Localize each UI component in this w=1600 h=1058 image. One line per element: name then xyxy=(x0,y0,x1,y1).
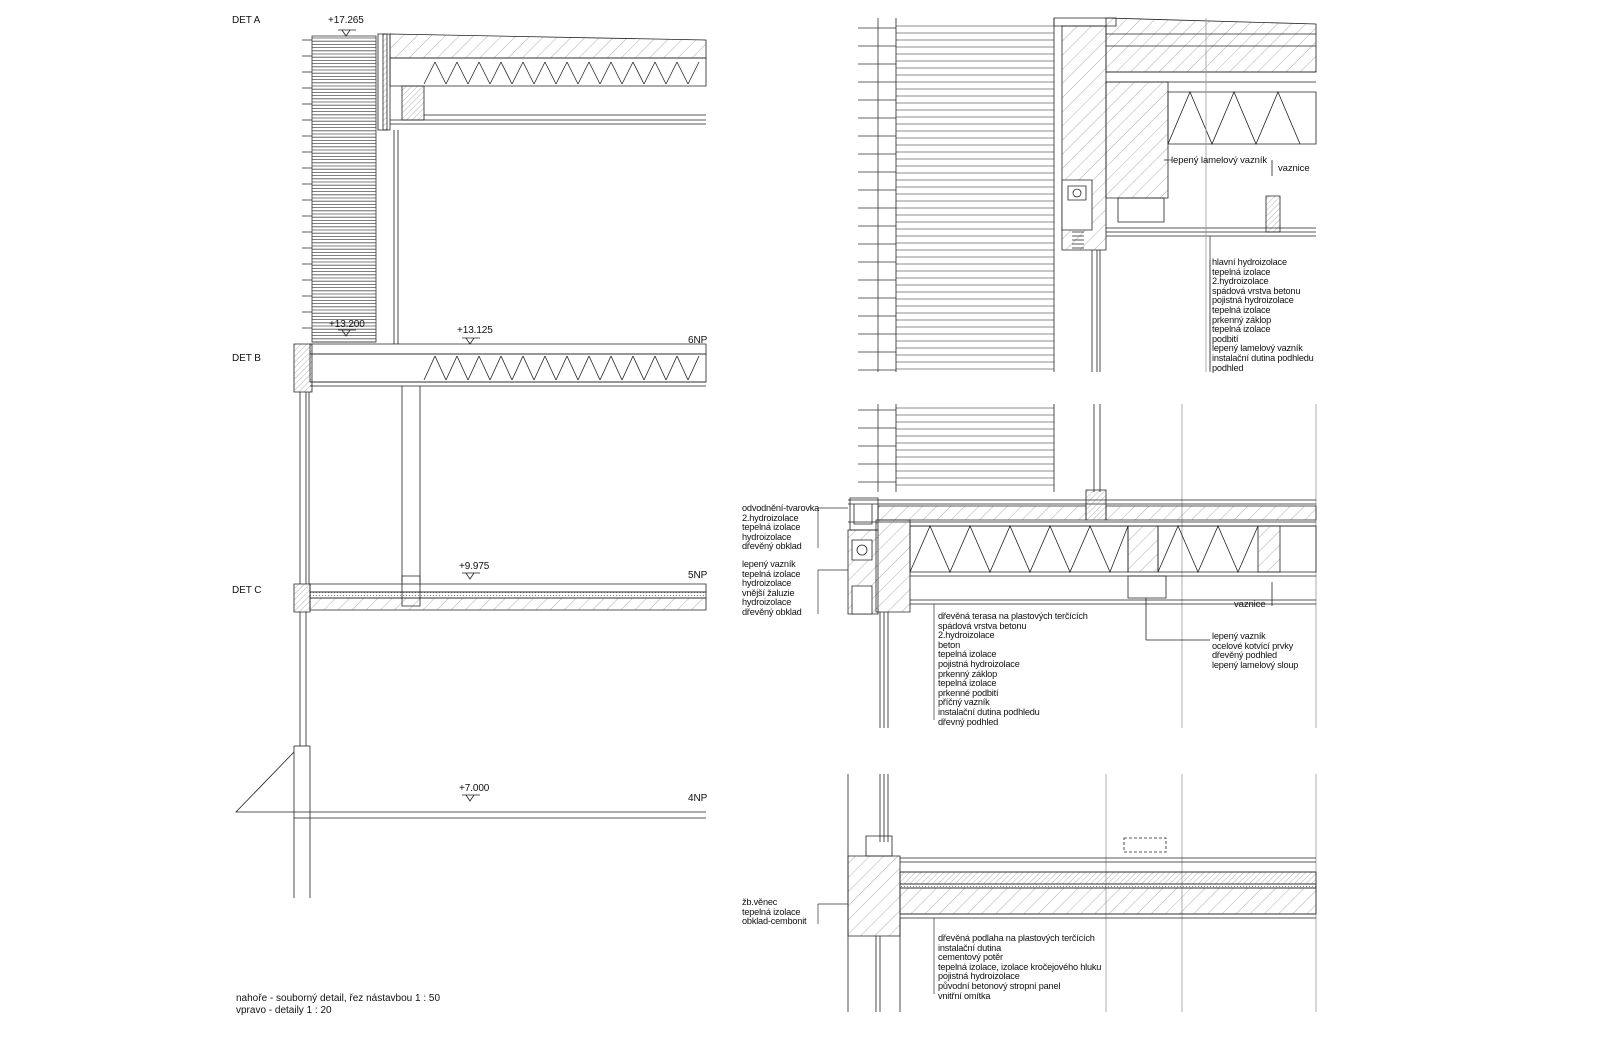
layer-label: tepelná izolace xyxy=(1212,324,1271,335)
layer-label: žb.věnec xyxy=(742,897,778,907)
detail-b-purlin-label: vaznice xyxy=(1234,599,1266,610)
layer-label: tepelná izolace xyxy=(742,906,801,917)
layer-label: beton xyxy=(938,639,960,650)
detail-a-layer-list xyxy=(1212,258,1314,373)
floor-truss-6np xyxy=(424,356,699,380)
layer-label: pojistná hydroizolace xyxy=(938,971,1020,982)
layer-label: spádová vrstva betonu xyxy=(1212,285,1301,296)
layer-label: dřevěná podlaha na plastových terčících xyxy=(938,933,1095,943)
label-det-a: DET A xyxy=(232,15,261,26)
layer-label: dřevěná terasa na plastových terčících xyxy=(938,611,1088,621)
detail-a-louvers xyxy=(858,18,1054,372)
detail-b-edge-layers xyxy=(742,504,819,552)
floor-label-6np: 6NP xyxy=(688,335,708,346)
layer-label: instalační dutina podhledu xyxy=(938,706,1040,717)
layer-label: ocelové kotvící prvky xyxy=(1212,640,1294,651)
layer-label: pojistná hydroizolace xyxy=(1212,295,1294,306)
level-6np-inner: +13.125 xyxy=(457,325,493,336)
layer-label: 2.hydroizolace xyxy=(938,630,995,641)
layer-label: hydroizolace xyxy=(742,578,792,589)
detail-b-wall-layers xyxy=(742,560,802,618)
layer-label: prkenný záklop xyxy=(938,668,997,679)
layer-label: lepený vazník xyxy=(1212,631,1266,641)
layer-label: tepelná izolace xyxy=(938,649,997,660)
level-6np-outer: +13.200 xyxy=(329,319,365,330)
layer-label: dřevěný obklad xyxy=(742,541,802,552)
layer-label: lepený vazník xyxy=(742,559,796,569)
layer-label: 2.hydroizolace xyxy=(1212,276,1269,287)
detail-c-layer-list xyxy=(938,934,1101,1001)
level-5np: +9.975 xyxy=(459,561,490,572)
layer-label: tepelná izolace xyxy=(1212,266,1271,277)
layer-label: tepelná izolace xyxy=(742,522,801,533)
layer-label: instalační dutina podhledu xyxy=(1212,352,1314,363)
layer-label: spádová vrstva betonu xyxy=(938,620,1027,631)
floor-label-4np: 4NP xyxy=(688,793,708,804)
layer-label: instalační dutina xyxy=(938,942,1001,953)
label-det-b: DET B xyxy=(232,353,261,364)
level-4np: +7.000 xyxy=(459,783,490,794)
roof-truss xyxy=(424,62,699,84)
layer-label: tepelná izolace xyxy=(1212,304,1271,315)
overview-section xyxy=(236,30,706,898)
layer-label: tepelná izolace xyxy=(938,678,997,689)
layer-label: dřevný podhled xyxy=(938,716,999,727)
layer-label: prkenný záklop xyxy=(1212,314,1271,325)
detail-b-louvers xyxy=(858,404,1054,492)
caption-line-1: nahoře - souborný detail, řez nástavbou 1 : 50 xyxy=(236,993,441,1004)
layer-label: dřevěný podhled xyxy=(1212,650,1277,661)
detail-a-purlin-label: vaznice xyxy=(1278,163,1310,174)
layer-label: vnitřní omítka xyxy=(938,990,991,1001)
layer-label: podbití xyxy=(1212,333,1239,344)
layer-label: lepený lamelový vazník xyxy=(1212,343,1303,354)
layer-label: obklad-cembonit xyxy=(742,916,807,927)
layer-label: hlavní hydroizolace xyxy=(1212,257,1287,267)
layer-label: hydroizolace xyxy=(742,597,792,608)
layer-label: tepelná izolace, izolace kročejového hluku xyxy=(938,961,1102,972)
level-top: +17.265 xyxy=(328,15,364,26)
drawing-caption xyxy=(236,993,440,1017)
detail-b-structure-list xyxy=(1212,632,1298,670)
layer-label: příčný vazník xyxy=(938,697,990,708)
layer-label: pojistná hydroizolace xyxy=(938,658,1020,669)
floor-label-5np: 5NP xyxy=(688,570,708,581)
layer-label: prkenné podbití xyxy=(938,687,999,698)
detail-c-wall-layers xyxy=(742,898,806,927)
layer-label: původní betonový stropní panel xyxy=(938,980,1061,991)
layer-label: tepelná izolace xyxy=(742,568,801,579)
layer-label: podhled xyxy=(1212,362,1244,373)
layer-label: vnější žaluzie xyxy=(742,587,795,598)
caption-line-2: vpravo - detaily 1 : 20 xyxy=(236,1005,332,1016)
label-det-c: DET C xyxy=(232,585,262,596)
layer-label: dřevěný obklad xyxy=(742,606,802,617)
facade-louvers xyxy=(302,38,376,342)
detail-b-layer-list xyxy=(938,612,1088,727)
layer-label: odvodnění-tvarovka xyxy=(742,503,820,513)
layer-label: hydroizolace xyxy=(742,531,792,542)
layer-label: 2.hydroizolace xyxy=(742,512,799,523)
layer-label: cementový potěr xyxy=(938,952,1003,963)
detail-a-beam-label: lepený lamelový vazník xyxy=(1171,155,1268,166)
layer-label: lepený lamelový sloup xyxy=(1212,659,1299,670)
